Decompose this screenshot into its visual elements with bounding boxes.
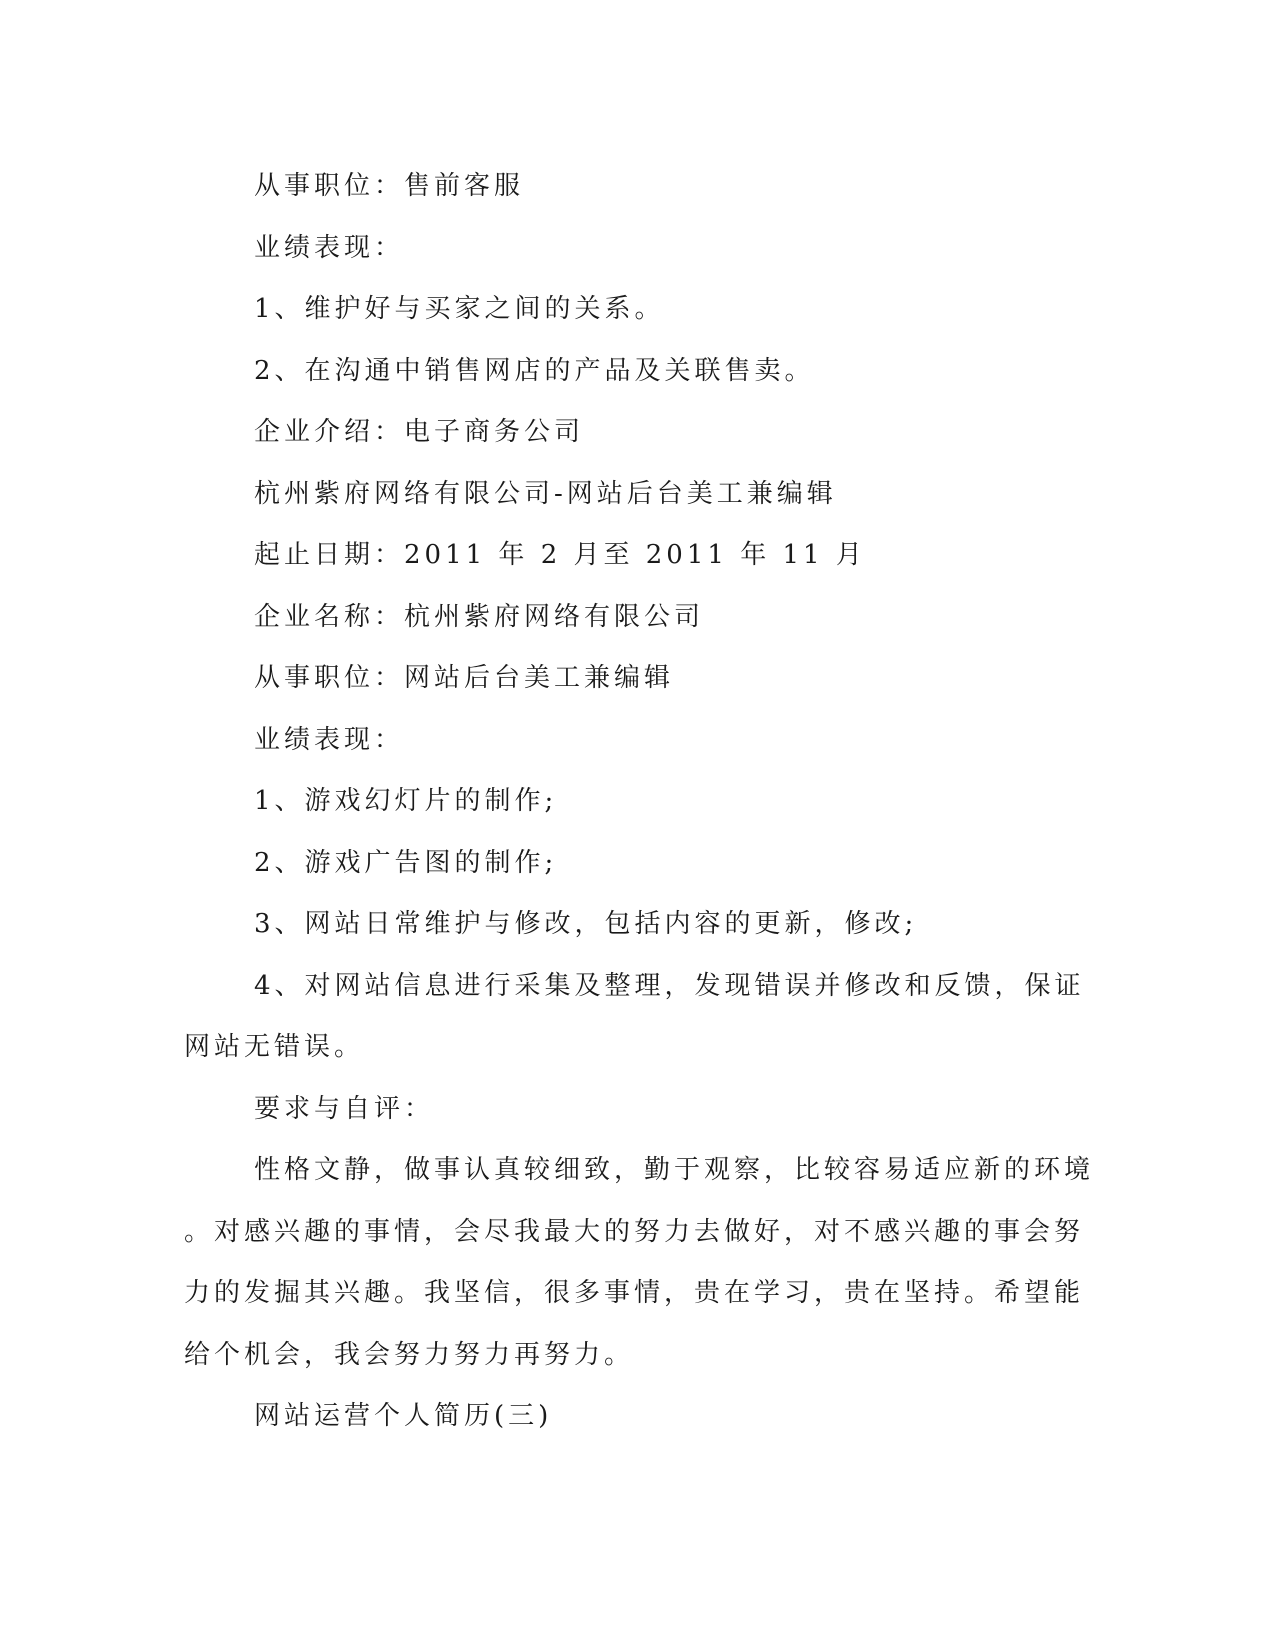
self-evaluation-text: 性格文静，做事认真较细致，勤于观察，比较容易适应新的环境 bbox=[254, 1155, 1095, 1185]
date-range-line: 起止日期：2011 年 2 月至 2011 年 11 月 bbox=[254, 540, 866, 570]
job-title-line: 从事职位：售前客服 bbox=[254, 171, 525, 201]
performance-item: 2、游戏广告图的制作; bbox=[254, 847, 558, 878]
section-title: 网站运营个人简历(三) bbox=[254, 1401, 553, 1431]
performance-item-continuation: 网站无错误。 bbox=[184, 1032, 365, 1062]
performance-item: 1、游戏幻灯片的制作; bbox=[254, 786, 558, 816]
document-body bbox=[184, 156, 1095, 1448]
company-name-line: 企业名称：杭州紫府网络有限公司 bbox=[254, 601, 705, 632]
performance-item: 2、在沟通中销售网店的产品及关联售卖。 bbox=[254, 355, 815, 386]
company-position-heading: 杭州紫府网络有限公司-网站后台美工兼编辑 bbox=[254, 478, 837, 509]
performance-item: 1、维护好与买家之间的关系。 bbox=[254, 294, 665, 324]
job-title-line: 从事职位：网站后台美工兼编辑 bbox=[254, 663, 675, 693]
company-intro-line: 企业介绍：电子商务公司 bbox=[254, 417, 585, 447]
performance-item: 3、网站日常维护与修改，包括内容的更新，修改; bbox=[254, 909, 918, 939]
performance-heading: 业绩表现： bbox=[254, 724, 405, 755]
self-evaluation-text: 力的发掘其兴趣。我坚信，很多事情，贵在学习，贵在坚持。希望能 bbox=[184, 1278, 1085, 1308]
self-evaluation-text: 给个机会，我会努力努力再努力。 bbox=[184, 1339, 635, 1370]
self-evaluation-heading: 要求与自评： bbox=[254, 1093, 435, 1124]
performance-heading: 业绩表现： bbox=[254, 232, 405, 263]
performance-item: 4、对网站信息进行采集及整理，发现错误并修改和反馈，保证 bbox=[254, 970, 1085, 1001]
self-evaluation-text: 。对感兴趣的事情，会尽我最大的努力去做好，对不感兴趣的事会努 bbox=[184, 1216, 1085, 1247]
